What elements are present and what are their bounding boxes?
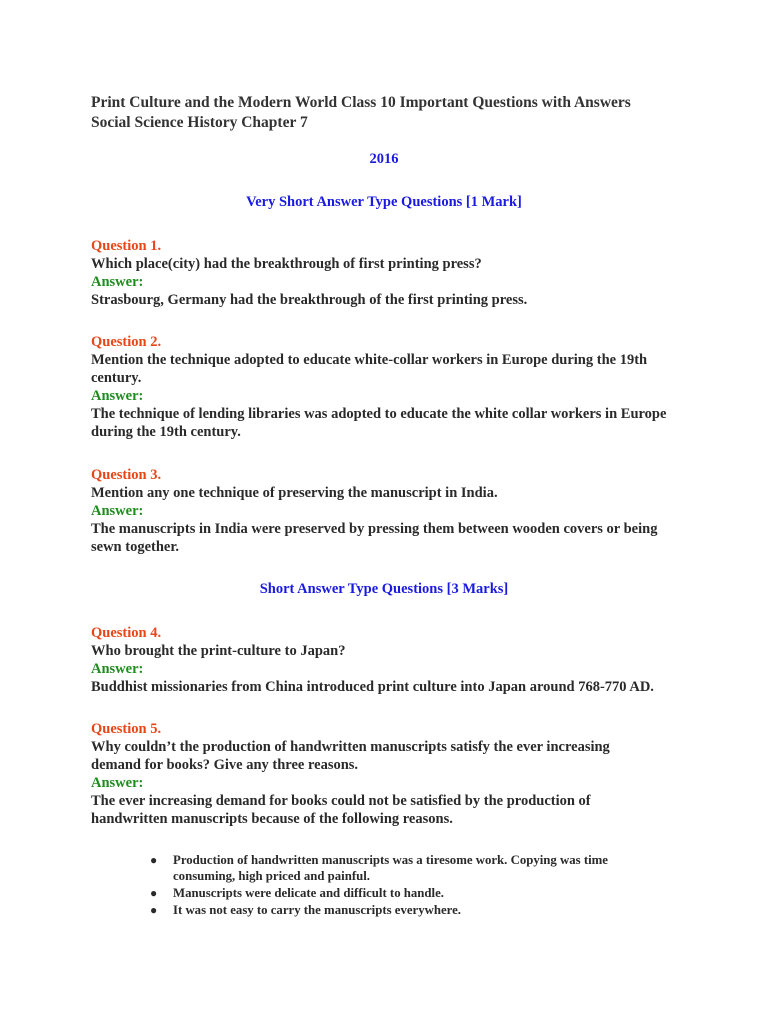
answer-text: Strasbourg, Germany had the breakthrough of the first printing press. [91,292,528,308]
bullet-icon: ● [150,903,158,917]
question-block-3 [91,466,659,556]
answer-text: The technique of lending libraries was adopted to educate the white collar workers in Europe during the 19th century. [91,406,667,440]
question-label: Question 1. [91,238,162,254]
question-label: Question 4. [91,625,162,641]
question-block-1 [91,237,691,309]
list-item [150,885,670,901]
answer-label: Answer: [91,274,144,290]
year-heading: 2016 [369,151,399,167]
list-item [150,852,670,884]
answer-label: Answer: [91,503,144,519]
question-block-5 [91,720,651,828]
question-block-2 [91,333,681,441]
bullet-icon: ● [150,853,158,867]
reasons-list [150,852,670,919]
question-label: Question 5. [91,721,162,737]
answer-text: The manuscripts in India were preserved by pressing them between wooden covers or being sewn together. [91,521,658,555]
answer-text: The ever increasing demand for books could not be satisfied by the production of handwritten manuscripts because of the following reasons. [91,793,591,827]
list-item [150,902,670,918]
question-text: Mention the technique adopted to educate white-collar workers in Europe during the 19th century. [91,352,648,386]
page-title [91,93,711,133]
question-text: Who brought the print-culture to Japan? [91,643,346,659]
question-text: Mention any one technique of preserving the manuscript in India. [91,485,498,501]
answer-label: Answer: [91,388,144,404]
section-heading-very-short: Very Short Answer Type Questions [1 Mark] [246,194,522,210]
section-heading-short: Short Answer Type Questions [3 Marks] [259,581,509,597]
question-text: Which place(city) had the breakthrough of first printing press? [91,256,482,272]
title-line-2: Social Science History Chapter 7 [91,114,308,131]
question-block-4 [91,624,701,696]
question-text: Why couldn’t the production of handwritten manuscripts satisfy the ever increasing demand for books? Give any three reasons. [91,739,610,773]
answer-label: Answer: [91,661,144,677]
title-line-1: Print Culture and the Modern World Class 10 Important Questions with Answers [91,94,631,111]
answer-label: Answer: [91,775,144,791]
list-item-text: Manuscripts were delicate and difficult to handle. [173,886,444,900]
question-label: Question 3. [91,467,162,483]
question-label: Question 2. [91,334,162,350]
list-item-text: It was not easy to carry the manuscripts everywhere. [173,903,461,917]
bullet-icon: ● [150,886,158,900]
list-item-text: Production of handwritten manuscripts was a tiresome work. Copying was time consuming, high priced and painful. [173,853,608,883]
answer-text: Buddhist missionaries from China introduced print culture into Japan around 768-770 AD. [91,679,654,695]
